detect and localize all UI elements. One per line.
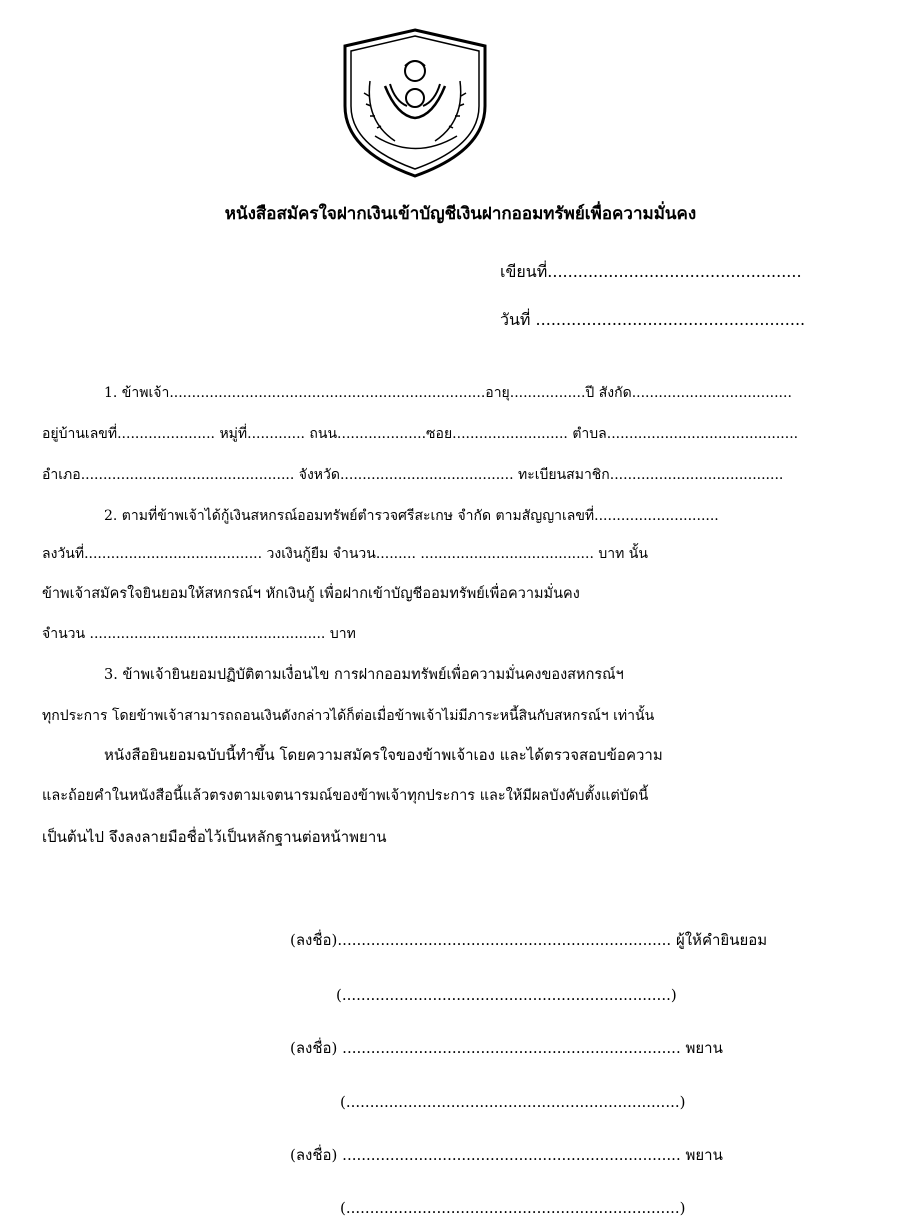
paragraph-4-line-3: เป็นต้นไป จึงลงลายมือชื่อไว้เป็นหลักฐานต่อหน้าพยาน [42, 828, 387, 846]
paragraph-2-line-2: ลงวันที่........................................ วงเงินกู้ยืม จำนวน......... ....................................... บาท นั้น [42, 546, 648, 562]
cooperative-seal-logo [335, 26, 495, 181]
paragraph-1-line-2: อยู่บ้านเลขที่...................... หมู่ที่............. ถนน....................ซอย.......................... ตำบล........................................... [42, 426, 799, 442]
date-field[interactable]: วันที่ ..................................................... [500, 310, 806, 329]
paragraph-2-line-1: 2. ตามที่ข้าพเจ้าได้กู้เงินสหกรณ์ออมทรัพย์ตำรวจศรีสะเกษ จำกัด ตามสัญญาเลขที่............................ [104, 508, 719, 524]
paragraph-4-line-1: หนังสือยินยอมฉบับนี้ทำขึ้น โดยความสมัครใจของข้าพเจ้าเอง และได้ตรวจสอบข้อความ [104, 746, 663, 764]
paragraph-4-line-2: และถ้อยคำในหนังสือนี้แล้วตรงตามเจตนารมณ์ของข้าพเจ้าทุกประการ และให้มีผลบังคับตั้งแต่บัดนี้ [42, 788, 649, 804]
consenter-signature-line[interactable]: (ลงชื่อ)...................................................................... ผู้ให้คำยินยอม [290, 931, 768, 949]
written-at-field[interactable]: เขียนที่.................................................. [500, 262, 802, 281]
witness-2-name-line[interactable]: (......................................................................) [340, 1199, 686, 1217]
witness-2-signature-line[interactable]: (ลงชื่อ) ....................................................................... พยาน [290, 1146, 723, 1164]
witness-1-signature-line[interactable]: (ลงชื่อ) ....................................................................... พยาน [290, 1039, 723, 1057]
document-title: หนังสือสมัครใจฝากเงินเข้าบัญชีเงินฝากออมทรัพย์เพื่อความมั่นคง [224, 204, 697, 224]
paragraph-1-line-1: 1. ข้าพเจ้า.......................................................................อายุ.................ปี สังกัด.................................... [104, 385, 792, 401]
paragraph-2-line-4: จำนวน ..................................................... บาท [42, 626, 356, 642]
paragraph-1-line-3: อำเภอ................................................ จังหวัด....................................... ทะเบียนสมาชิก....................................... [42, 467, 784, 483]
witness-1-name-line[interactable]: (......................................................................) [340, 1093, 686, 1111]
paragraph-3-line-1: 3. ข้าพเจ้ายินยอมปฏิบัติตามเงื่อนไข การฝากออมทรัพย์เพื่อความมั่นคงของสหกรณ์ฯ [104, 667, 624, 683]
paragraph-2-line-3: ข้าพเจ้าสมัครใจยินยอมให้สหกรณ์ฯ หักเงินกู้ เพื่อฝากเข้าบัญชีออมทรัพย์เพื่อความมั่นคง [42, 586, 580, 602]
paragraph-3-line-2: ทุกประการ โดยข้าพเจ้าสามารถถอนเงินดังกล่าวได้ก็ต่อเมื่อข้าพเจ้าไม่มีภาระหนี้สินกับสหกรณ์ฯ เท่านั้น [42, 708, 655, 724]
consenter-name-line[interactable]: (.....................................................................) [336, 986, 677, 1004]
